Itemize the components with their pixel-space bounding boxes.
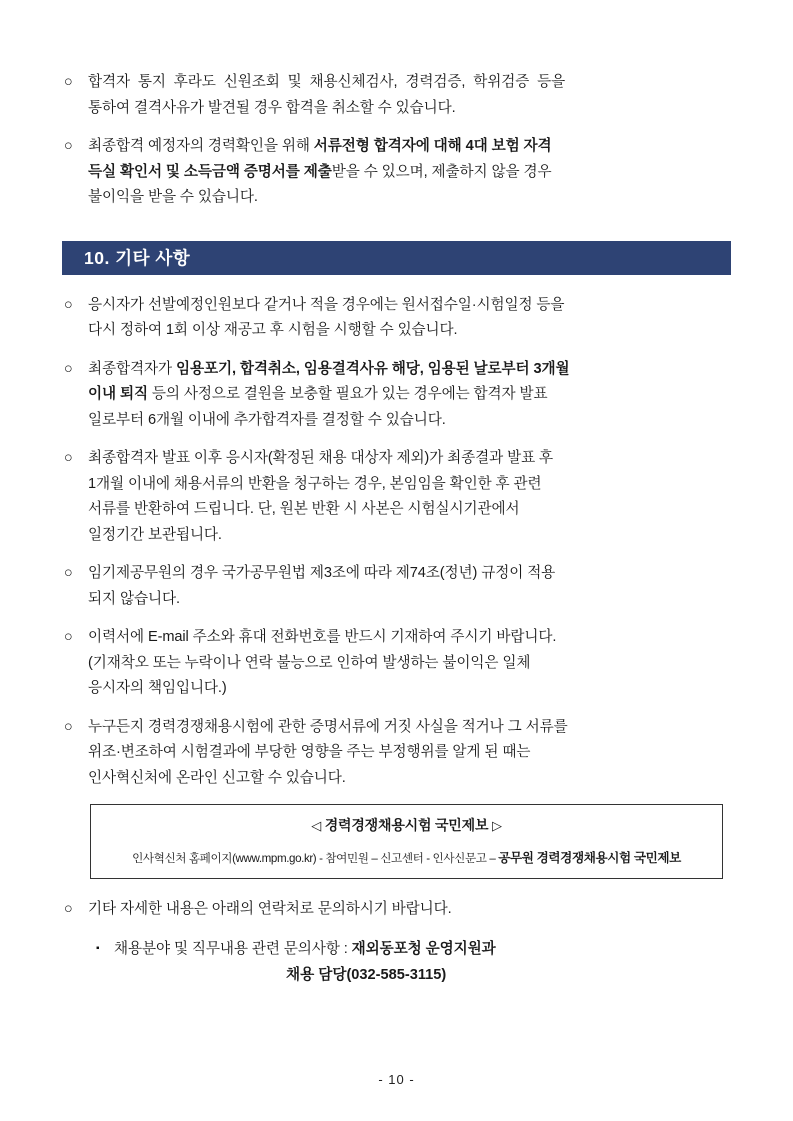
list-item-text — [88, 715, 731, 792]
text-line: 최종합격자가 임용포기, 합격취소, 임용결격사유 해당, 임용된 날로부터 3개월 — [88, 360, 570, 377]
text-line: 이력서에 E-mail 주소와 휴대 전화번호를 반드시 기재하여 주시기 바랍니다. — [88, 629, 557, 645]
text-line: 일정기간 보관됩니다. — [88, 526, 222, 543]
section-heading-wrap — [62, 241, 731, 275]
contact-sub-label: 채용분야 및 직무내용 관련 문의사항 : — [114, 940, 352, 957]
contact-sub-text — [114, 936, 496, 962]
text-line: 다시 정하여 1회 이상 재공고 후 시험을 시행할 수 있습니다. — [88, 322, 458, 338]
bullet-circle-icon: ○ — [64, 450, 73, 466]
list-item-text — [88, 446, 731, 548]
list-item — [62, 446, 731, 548]
contact-intro-text — [88, 897, 731, 923]
list-item-text — [88, 70, 731, 121]
list-item — [62, 561, 731, 612]
bullet-circle-icon: ○ — [64, 629, 73, 645]
bullet-circle-icon: ○ — [64, 296, 73, 313]
text-line: 기타 자세한 내용은 아래의 연락처로 문의하시기 바랍니다. — [88, 901, 452, 917]
text-line: 되지 않습니다. — [88, 590, 180, 607]
right-triangle-icon: ▷ — [491, 818, 502, 833]
text-line: 이내 퇴직 등의 사정으로 결원을 보충할 필요가 있는 경우에는 합격자 발표 — [88, 386, 548, 402]
contact-sub-value: 재외동포청 운영지원과 — [351, 940, 496, 957]
text-line: (기재착오 또는 누락이나 연락 불능으로 인하여 발생하는 불이익은 일체 — [88, 654, 531, 671]
bullet-circle-icon: ○ — [64, 360, 73, 377]
text-line: 응시자가 선발예정인원보다 같거나 적을 경우에는 원서접수일·시험일정 등을 — [88, 296, 565, 313]
list-item — [62, 357, 731, 434]
text-line: 일로부터 6개월 이내에 추가합격자를 결정할 수 있습니다. — [88, 411, 446, 428]
text-line: 누구든지 경력경쟁채용시험에 관한 증명서류에 거짓 사실을 적거나 그 서류를 — [88, 718, 568, 735]
bullet-circle-icon: ○ — [64, 138, 73, 154]
bullet-circle-icon: ○ — [64, 901, 73, 917]
text-line: 응시자의 책임입니다.) — [88, 680, 227, 696]
list-item-text — [88, 625, 731, 702]
list-item — [62, 715, 731, 792]
bullet-circle-icon: ○ — [64, 718, 73, 735]
list-item-text — [88, 134, 731, 211]
text-line: 불이익을 받을 수 있습니다. — [88, 189, 258, 205]
bullet-circle-icon: ○ — [64, 565, 73, 581]
list-item — [62, 134, 731, 211]
bullet-square-icon: ▪ — [96, 942, 100, 954]
section-heading: 10. 기타 사항 — [62, 241, 731, 275]
text-line: 1개월 이내에 채용서류의 반환을 청구하는 경우, 본임임을 확인한 후 관련 — [88, 475, 542, 492]
list-item — [62, 70, 731, 121]
text-line: 서류를 반환하여 드립니다. 단, 원본 반환 시 사본은 시험실시기관에서 — [88, 501, 520, 517]
text-line: 최종합격 예정자의 경력확인을 위해 서류전형 합격자에 대해 4대 보험 자격 — [88, 138, 552, 154]
list-item-text — [88, 357, 731, 434]
text-line: 최종합격자 발표 이후 응시자(확정된 채용 대상자 제외)가 최종결과 발표 후 — [88, 450, 554, 466]
page-number: - 10 - — [378, 1072, 415, 1087]
bullet-circle-icon: ○ — [64, 74, 73, 90]
public-report-box — [90, 804, 723, 879]
top-notice-list — [62, 70, 731, 211]
public-report-path-plain: 인사혁신처 홈페이지(www.mpm.go.kr) - 참여민원 – 신고센터 - 인사신문고 – — [132, 852, 499, 865]
public-report-path — [105, 847, 708, 866]
text-line: 득실 확인서 및 소득금액 증명서를 제출받을 수 있으며, 제출하지 않을 경우 — [88, 163, 552, 180]
text-line: 임기제공무원의 경우 국가공무원법 제3조에 따라 제74조(정년) 규정이 적용 — [88, 565, 556, 581]
contact-phone: 채용 담당(032-585-3115) — [286, 966, 447, 983]
section-notice-list — [62, 293, 731, 792]
list-item — [62, 293, 731, 344]
text-line: 인사혁신처에 온라인 신고할 수 있습니다. — [88, 769, 346, 786]
list-item-text — [88, 561, 731, 612]
text-line: 위조·변조하여 시험결과에 부당한 영향을 주는 부정행위를 알게 된 때는 — [88, 744, 531, 760]
public-report-path-bold: 공무원 경력경쟁채용시험 국민제보 — [498, 851, 681, 865]
left-triangle-icon: ◁ — [311, 818, 321, 833]
list-item — [62, 897, 731, 923]
contact-section — [62, 897, 731, 988]
list-item-text — [88, 293, 731, 344]
contact-sub-item — [96, 936, 731, 962]
list-item — [62, 625, 731, 702]
contact-phone-line — [114, 962, 731, 988]
text-line: 통하여 결격사유가 발견될 경우 합격을 취소할 수 있습니다. — [88, 99, 456, 116]
text-line: 합격자 통지 후라도 신원조회 및 채용신체검사, 경력검증, 학위검증 등을 — [88, 74, 566, 90]
public-report-title-text: 경력경쟁채용시험 국민제보 — [324, 817, 489, 833]
public-report-title — [105, 815, 708, 835]
